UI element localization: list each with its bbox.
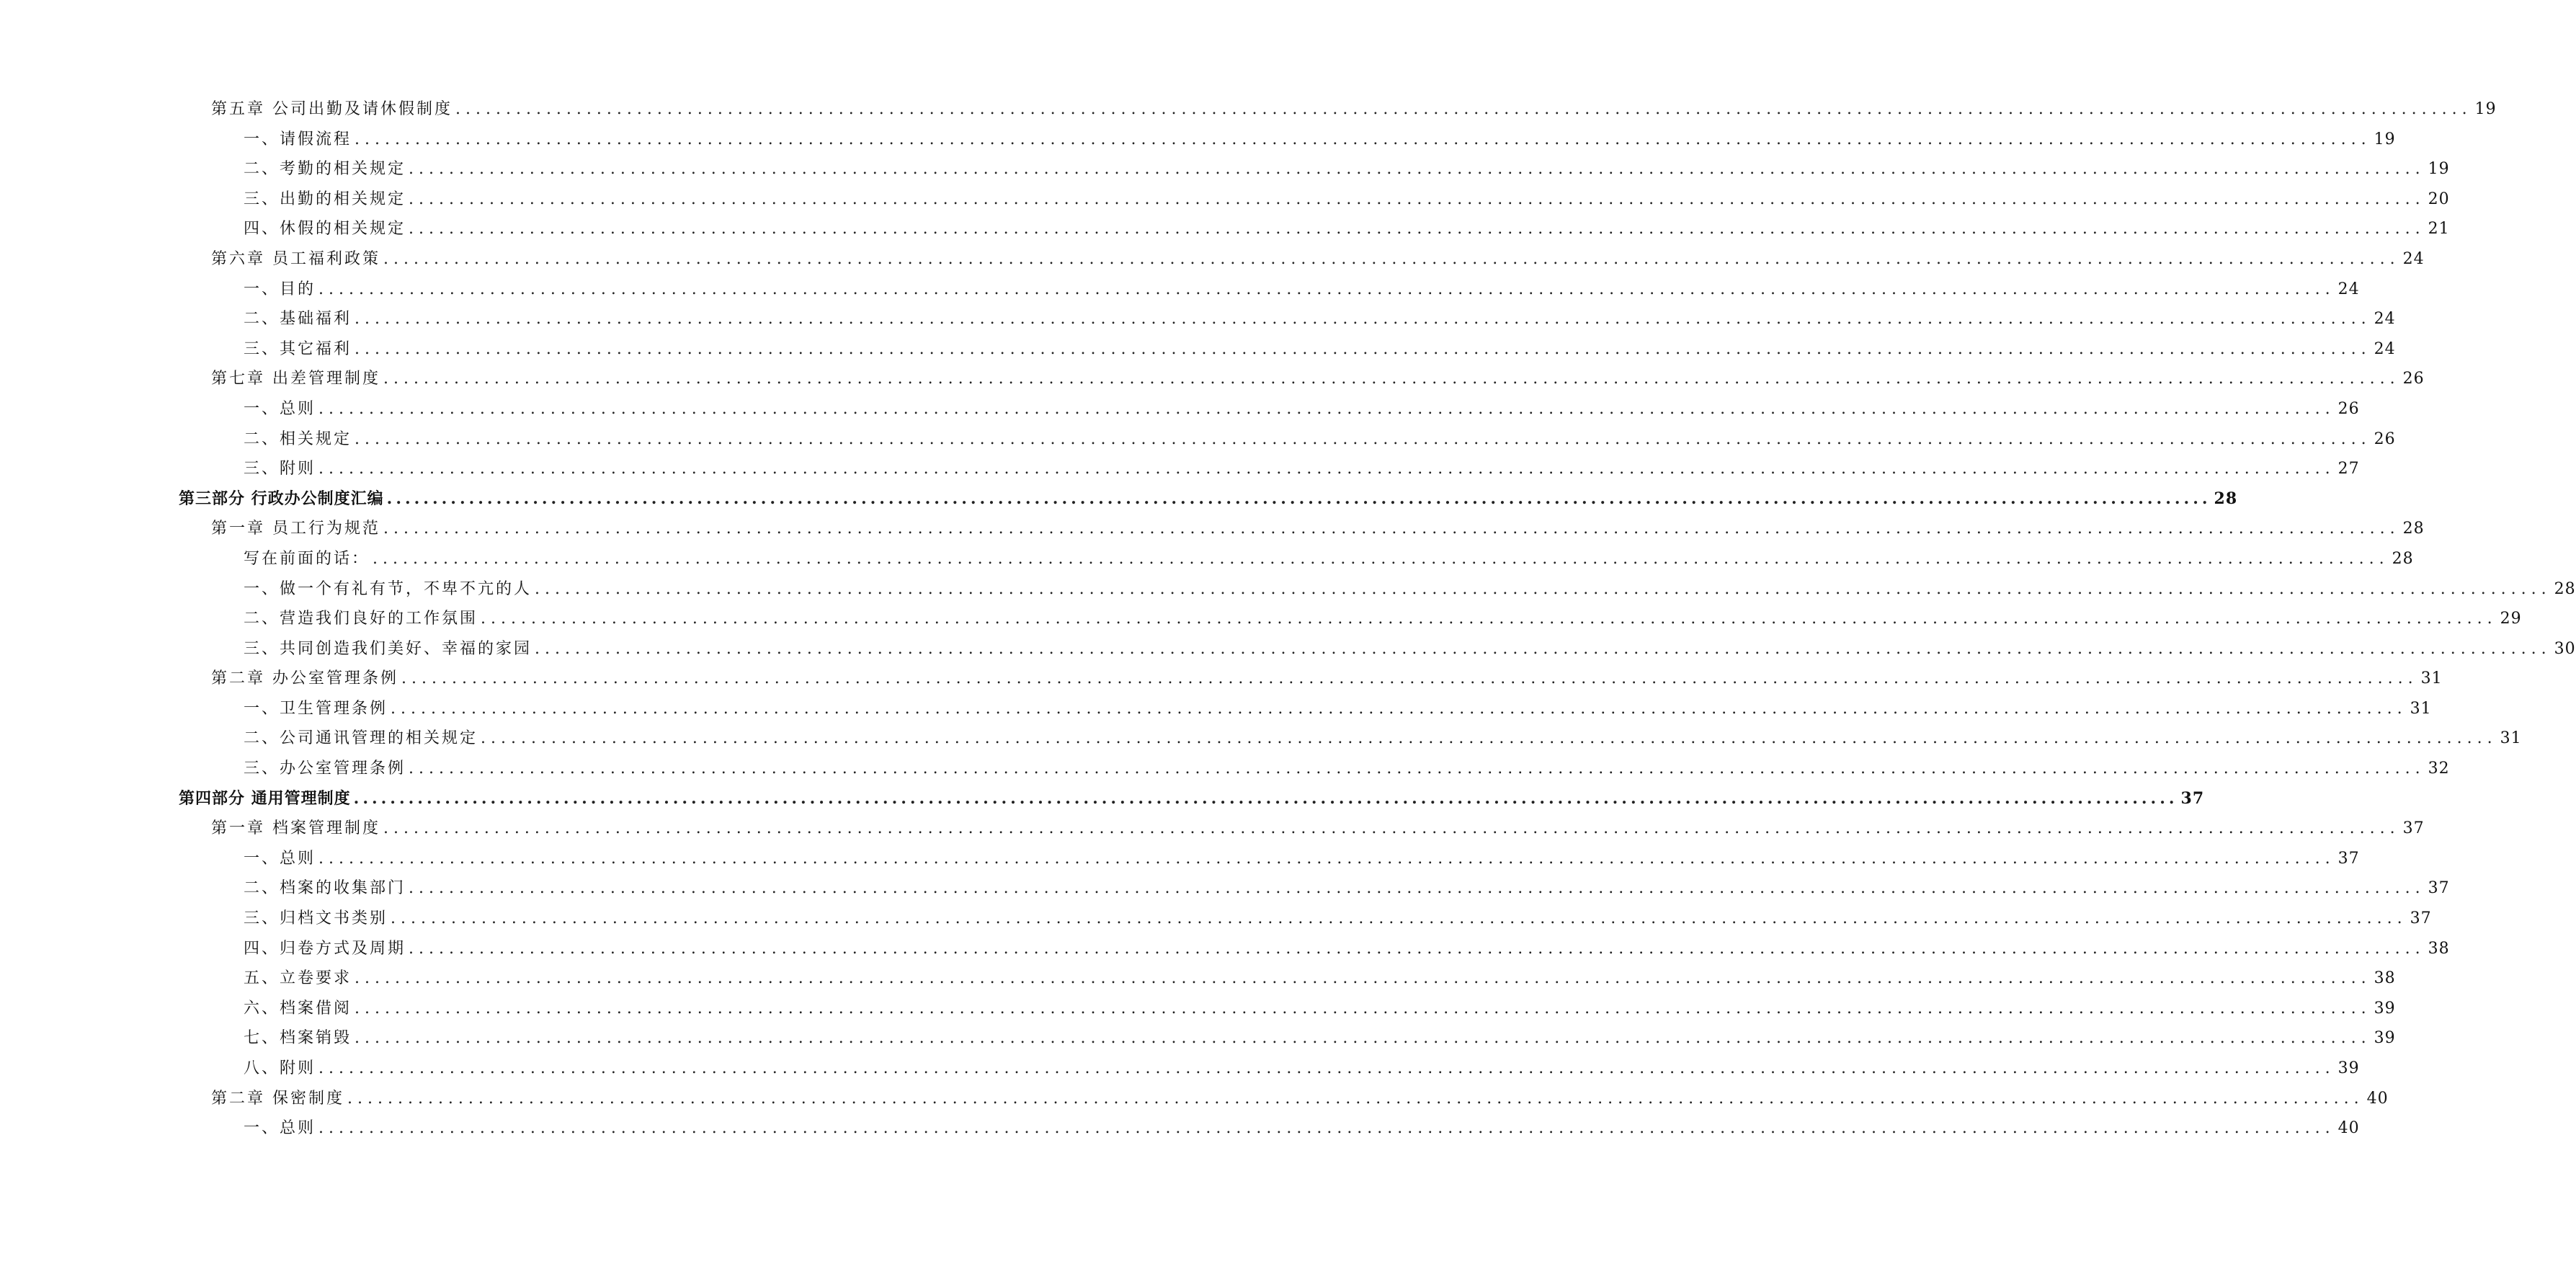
toc-page-number: 29: [2500, 610, 2522, 628]
toc-dot-leader: ........................................................................................................................................................................................................: [401, 669, 2418, 688]
toc-dot-leader: ........................................................................................................................................................................................................: [318, 399, 2335, 418]
toc-section-entry[interactable]: [0, 304, 2396, 334]
toc-entry-title: 三、其它福利: [244, 339, 352, 358]
toc-chapter-entry[interactable]: [0, 244, 2425, 275]
toc-entry-title: 第一章 员工行为规范: [211, 520, 380, 538]
toc-dot-leader: ........................................................................................................................................................................................................: [355, 1029, 2371, 1048]
toc-section-entry[interactable]: [0, 904, 2432, 934]
toc-entry-title: 写在前面的话：: [244, 549, 370, 568]
toc-entry-title: 五、立卷要求: [244, 969, 352, 988]
toc-section-entry[interactable]: [0, 724, 2522, 754]
toc-page-number: 26: [2402, 370, 2425, 388]
toc-section-entry[interactable]: [0, 454, 2360, 484]
toc-entry-title: 二、营造我们良好的工作氛围: [244, 610, 478, 628]
toc-section-entry[interactable]: [0, 184, 2450, 215]
toc-entry-title: 第七章 出差管理制度: [211, 370, 380, 388]
toc-page-number: 28: [2392, 549, 2414, 568]
toc-dot-leader: ........................................................................................................................................................................................................: [535, 579, 2552, 598]
toc-page-number: 37: [2410, 909, 2432, 928]
toc-dot-leader: ........................................................................................................................................................................................................: [318, 1059, 2335, 1077]
toc-section-entry[interactable]: [0, 1113, 2360, 1144]
toc-section-entry[interactable]: [0, 934, 2450, 964]
toc-dot-leader: ........................................................................................................................................................................................................: [409, 220, 2425, 239]
toc-dot-leader: ........................................................................................................................................................................................................: [409, 879, 2425, 898]
toc-entry-title: 第三部分 行政办公制度汇编: [179, 489, 384, 508]
toc-page-number: 39: [2374, 999, 2396, 1018]
toc-chapter-entry[interactable]: [0, 94, 2497, 125]
toc-page-number: 26: [2374, 430, 2396, 448]
toc-entry-title: 一、卫生管理条例: [244, 699, 388, 718]
toc-entry-title: 七、档案销毁: [244, 1029, 352, 1048]
toc-section-entry[interactable]: [0, 394, 2360, 424]
toc-section-entry[interactable]: [0, 963, 2396, 994]
toc-chapter-entry[interactable]: [0, 1084, 2389, 1114]
toc-entry-title: 第二章 保密制度: [211, 1089, 344, 1108]
toc-page-number: 37: [2180, 788, 2205, 808]
toc-entry-title: 第五章 公司出勤及请休假制度: [211, 100, 453, 118]
toc-section-entry[interactable]: [0, 754, 2450, 784]
toc-dot-leader: ........................................................................................................................................................................................................: [355, 310, 2371, 329]
toc-section-entry[interactable]: [0, 275, 2360, 305]
toc-entry-title: 三、办公室管理条例: [244, 760, 406, 778]
toc-dot-leader: ........................................................................................................................................................................................................: [318, 280, 2335, 298]
toc-entry-title: 第二章 办公室管理条例: [211, 669, 398, 688]
toc-page-number: 37: [2428, 879, 2450, 898]
toc-entry-title: 三、归档文书类别: [244, 909, 388, 928]
toc-dot-leader: ........................................................................................................................................................................................................: [355, 999, 2371, 1018]
toc-entry-title: 二、考勤的相关规定: [244, 160, 406, 179]
toc-dot-leader: ........................................................................................................................................................................................................: [383, 370, 2400, 388]
toc-page-number: 20: [2428, 190, 2450, 208]
toc-page-number: 38: [2374, 969, 2396, 988]
toc-dot-leader: ........................................................................................................................................................................................................: [383, 249, 2400, 268]
toc-entry-title: 八、附则: [244, 1059, 316, 1077]
toc-dot-leader: ........................................................................................................................................................................................................: [409, 160, 2425, 179]
toc-dot-leader: ........................................................................................................................................................................................................: [409, 939, 2425, 958]
toc-section-entry[interactable]: [0, 844, 2360, 874]
toc-entry-title: 六、档案借阅: [244, 999, 352, 1018]
toc-page-number: 38: [2428, 939, 2450, 958]
toc-page-number: 31: [2420, 669, 2443, 688]
toc-section-entry[interactable]: [0, 544, 2414, 574]
toc-dot-leader: ........................................................................................................................................................................................................: [535, 639, 2552, 658]
toc-entry-title: 第六章 员工福利政策: [211, 249, 380, 268]
toc-dot-leader: ........................................................................................................................................................................................................: [481, 729, 2497, 748]
toc-dot-leader: ........................................................................................................................................................................................................: [355, 430, 2371, 448]
toc-section-entry[interactable]: [0, 574, 2576, 605]
toc-page-number: 39: [2337, 1059, 2360, 1077]
toc-entry-title: 一、总则: [244, 849, 316, 868]
toc-section-entry[interactable]: [0, 334, 2396, 365]
toc-section-entry[interactable]: [0, 154, 2450, 184]
toc-page-number: 24: [2402, 249, 2425, 268]
toc-page-number: 40: [2337, 1119, 2360, 1138]
toc-entry-title: 一、做一个有礼有节，不卑不亢的人: [244, 579, 532, 598]
toc-entry-title: 第四部分 通用管理制度: [179, 788, 351, 808]
toc-page-number: 39: [2374, 1029, 2396, 1048]
toc-chapter-entry[interactable]: [0, 664, 2443, 694]
toc-dot-leader: ........................................................................................................................................................................................................: [383, 520, 2400, 538]
toc-dot-leader: ........................................................................................................................................................................................................: [355, 969, 2371, 988]
toc-dot-leader: ........................................................................................................................................................................................................: [409, 190, 2425, 208]
toc-entry-title: 二、基础福利: [244, 310, 352, 329]
toc-entry-title: 三、出勤的相关规定: [244, 190, 406, 208]
toc-page-number: 28: [2554, 579, 2576, 598]
toc-section-entry[interactable]: [0, 1054, 2360, 1084]
toc-dot-leader: ........................................................................................................................................................................................................: [355, 339, 2371, 358]
toc-part-entry[interactable]: [0, 784, 2205, 814]
toc-entry-title: 二、相关规定: [244, 430, 352, 448]
toc-dot-leader: ........................................................................................................................................................................................................: [383, 819, 2400, 838]
toc-page-number: 32: [2428, 760, 2450, 778]
toc-chapter-entry[interactable]: [0, 814, 2425, 844]
toc-entry-title: 二、公司通讯管理的相关规定: [244, 729, 478, 748]
toc-page-number: 31: [2500, 729, 2522, 748]
toc-page-number: 26: [2337, 399, 2360, 418]
toc-section-entry[interactable]: [0, 994, 2396, 1024]
toc-page-number: 24: [2374, 310, 2396, 329]
toc-section-entry[interactable]: [0, 424, 2396, 455]
toc-dot-leader: ........................................................................................................................................................................................................: [353, 788, 2178, 808]
toc-section-entry[interactable]: [0, 604, 2522, 634]
toc-page-number: 28: [2402, 520, 2425, 538]
toc-entry-title: 一、总则: [244, 399, 316, 418]
toc-chapter-entry[interactable]: [0, 364, 2425, 394]
toc-entry-title: 三、共同创造我们美好、幸福的家园: [244, 639, 532, 658]
toc-dot-leader: ........................................................................................................................................................................................................: [481, 610, 2497, 628]
toc-page-number: 24: [2374, 339, 2396, 358]
toc-page-number: 19: [2428, 160, 2450, 179]
toc-dot-leader: ........................................................................................................................................................................................................: [409, 760, 2425, 778]
toc-entry-title: 第一章 档案管理制度: [211, 819, 380, 838]
toc-dot-leader: ........................................................................................................................................................................................................: [391, 909, 2407, 928]
toc-page-number: 40: [2366, 1089, 2389, 1108]
toc-chapter-entry[interactable]: [0, 514, 2425, 544]
toc-page-number: 28: [2214, 489, 2238, 508]
toc-dot-leader: ........................................................................................................................................................................................................: [373, 549, 2389, 568]
toc-page-number: 30: [2554, 639, 2576, 658]
toc-entry-title: 二、档案的收集部门: [244, 879, 406, 898]
toc-dot-leader: ........................................................................................................................................................................................................: [355, 130, 2371, 148]
toc-page-number: 24: [2337, 280, 2360, 298]
toc-dot-leader: ........................................................................................................................................................................................................: [318, 849, 2335, 868]
toc-dot-leader: ........................................................................................................................................................................................................: [455, 100, 2472, 118]
toc-entry-title: 三、附则: [244, 460, 316, 479]
toc-entry-title: 四、休假的相关规定: [244, 220, 406, 239]
toc-section-entry[interactable]: [0, 214, 2450, 244]
toc-page-number: 27: [2337, 460, 2360, 479]
toc-section-entry[interactable]: [0, 1023, 2396, 1054]
toc-dot-leader: ........................................................................................................................................................................................................: [318, 460, 2335, 479]
toc-page-number: 19: [2474, 100, 2497, 118]
toc-dot-leader: ........................................................................................................................................................................................................: [318, 1119, 2335, 1138]
toc-section-entry[interactable]: [0, 125, 2396, 155]
toc-page-number: 37: [2337, 849, 2360, 868]
toc-part-entry[interactable]: [0, 484, 2238, 515]
toc-page-number: 31: [2410, 699, 2432, 718]
toc-dot-leader: ........................................................................................................................................................................................................: [391, 699, 2407, 718]
toc-page-number: 21: [2428, 220, 2450, 239]
toc-section-entry[interactable]: [0, 634, 2576, 664]
toc-section-entry[interactable]: [0, 694, 2432, 724]
toc-entry-title: 四、归卷方式及周期: [244, 939, 406, 958]
toc-entry-title: 一、总则: [244, 1119, 316, 1138]
table-of-contents: [0, 94, 2576, 1144]
toc-dot-leader: ........................................................................................................................................................................................................: [386, 489, 2211, 508]
toc-page-number: 19: [2374, 130, 2396, 148]
toc-entry-title: 一、请假流程: [244, 130, 352, 148]
toc-page-number: 37: [2402, 819, 2425, 838]
toc-entry-title: 一、目的: [244, 280, 316, 298]
toc-dot-leader: ........................................................................................................................................................................................................: [347, 1089, 2364, 1108]
toc-section-entry[interactable]: [0, 873, 2450, 904]
